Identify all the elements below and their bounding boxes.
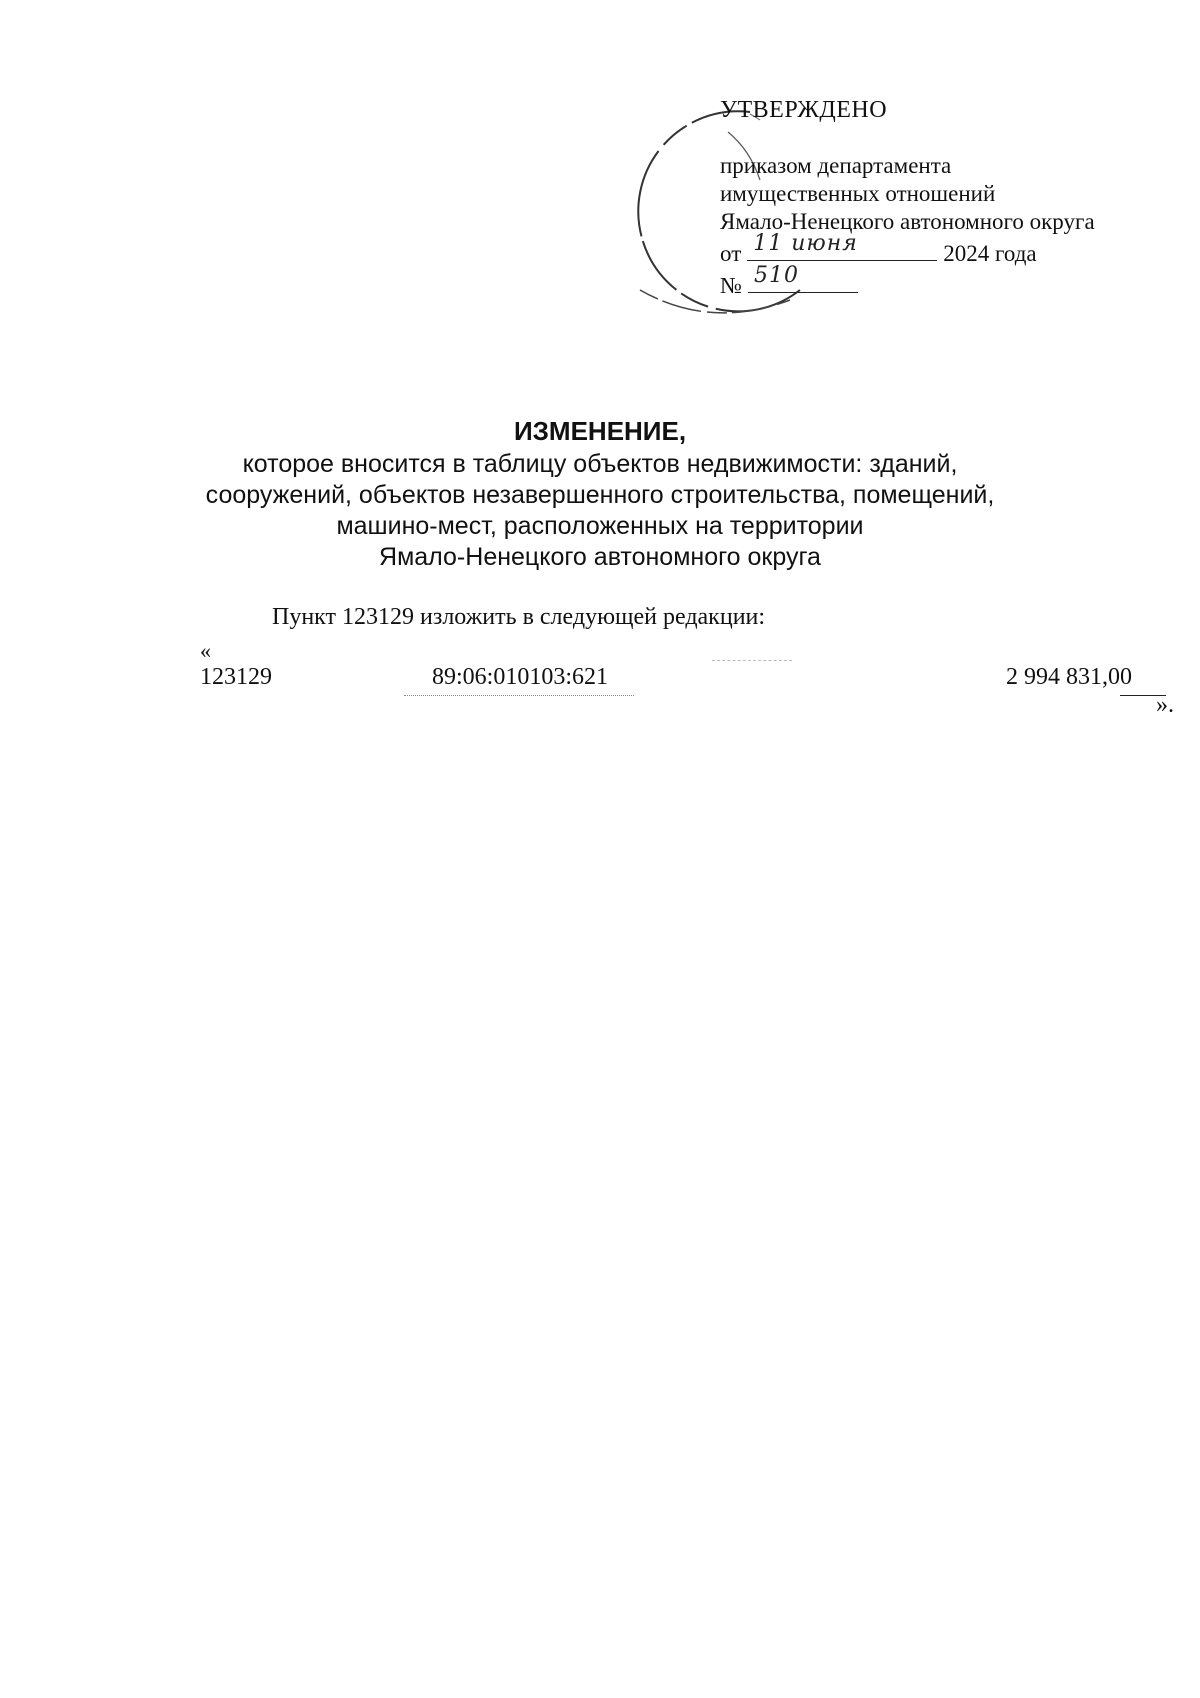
cadastral-value: 2 994 831,00 [1006, 664, 1132, 690]
quote-close: ». [1156, 692, 1174, 718]
faint-marks [712, 660, 792, 661]
title-line-1: которое вносится в таблицу объектов недвижимости: зданий, [242, 450, 958, 478]
title-line-2: сооружений, объектов незавершенного строительства, помещений, [205, 481, 995, 509]
handwritten-date: 11 июня [753, 231, 858, 256]
title-line-4: Ямало-Ненецкого автономного округа [379, 543, 821, 571]
number-blank [748, 263, 858, 293]
approval-number-line [720, 263, 1160, 300]
quote-open: « [200, 638, 211, 663]
document-title: ИЗМЕНЕНИЕ, [513, 416, 687, 446]
date-prefix: от [720, 241, 742, 266]
approval-block [720, 96, 1160, 300]
cadastral-underline [404, 695, 634, 696]
approval-heading: УТВЕРЖДЕНО [720, 97, 888, 123]
approval-line-1: приказом департамента [720, 153, 952, 178]
handwritten-number: 510 [753, 263, 799, 288]
title-line-3: машино-мест, расположенных на территории [336, 512, 864, 540]
cadastral-number: 89:06:010103:621 [432, 664, 609, 690]
instruction-text: Пункт 123129 изложить в следующей редакции: [272, 604, 766, 630]
item-number: 123129 [200, 664, 272, 690]
number-prefix: № [720, 273, 742, 298]
approval-line-3: Ямало-Ненецкого автономного округа [720, 209, 1095, 234]
date-blank [747, 231, 937, 261]
approval-line-2: имущественных отношений [720, 181, 996, 206]
date-suffix: 2024 года [943, 241, 1037, 266]
document-title-block [150, 416, 1050, 573]
